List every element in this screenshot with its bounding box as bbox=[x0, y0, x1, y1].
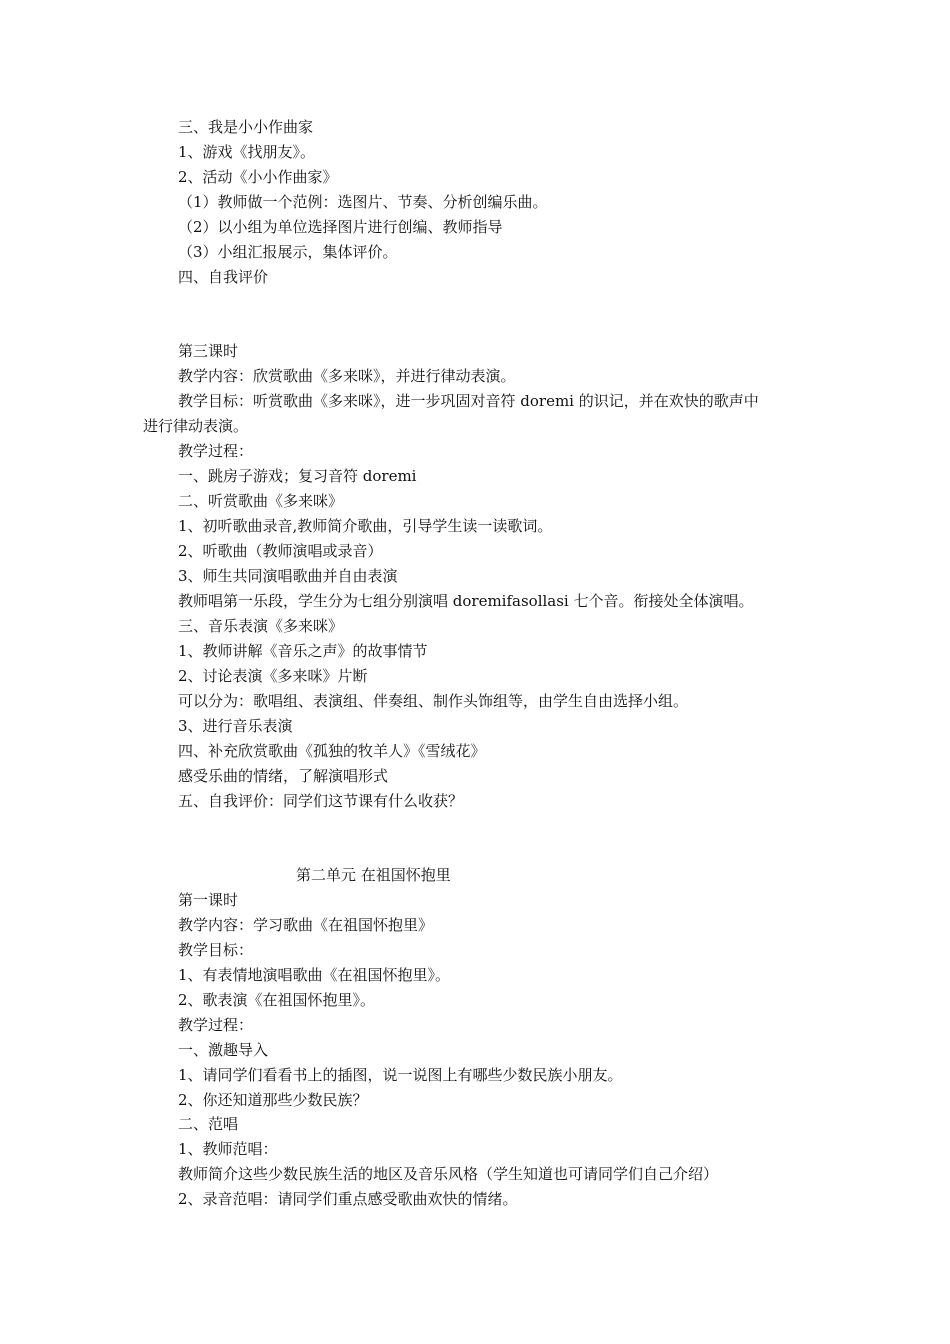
lesson-title: 第一课时 bbox=[178, 891, 239, 909]
section-heading: 三、音乐表演《多来咪》 bbox=[178, 617, 344, 635]
text-line: 1、请同学们看看书上的插图，说一说图上有哪些少数民族小朋友。 bbox=[178, 1066, 623, 1084]
section-heading: 一、激趣导入 bbox=[178, 1041, 269, 1059]
text-line: 教学内容：学习歌曲《在祖国怀抱里》 bbox=[178, 916, 434, 934]
text-line: 2、讨论表演《多来咪》片断 bbox=[178, 667, 368, 685]
text-line: 教学内容：欣赏歌曲《多来咪》，并进行律动表演。 bbox=[178, 367, 516, 385]
section-heading: 四、补充欣赏歌曲《孤独的牧羊人》《雪绒花》 bbox=[178, 742, 486, 760]
text-line: （2）以小组为单位选择图片进行创编、教师指导 bbox=[178, 218, 503, 236]
text-line: 1、教师范唱： bbox=[178, 1140, 278, 1158]
section-heading: 一、跳房子游戏；复习音符 doremi bbox=[178, 467, 417, 485]
text-line: 可以分为：歌唱组、表演组、伴奏组、制作头饰组等，由学生自由选择小组。 bbox=[178, 692, 689, 710]
text-line: 1、有表情地演唱歌曲《在祖国怀抱里》。 bbox=[178, 966, 451, 984]
unit-title: 第二单元 在祖国怀抱里 bbox=[296, 866, 451, 884]
text-line: 教学过程： bbox=[178, 442, 254, 460]
text-line: 教师唱第一乐段，学生分为七组分别演唱 doremifasollasi 七个音。衔接处全体演唱。 bbox=[178, 592, 754, 610]
text-line: 教学目标： bbox=[178, 941, 254, 959]
text-line: 2、活动《小小作曲家》 bbox=[178, 168, 338, 186]
text-line: 1、初听歌曲录音,教师简介歌曲，引导学生读一读歌词。 bbox=[178, 517, 553, 535]
text-line: 感受乐曲的情绪，了解演唱形式 bbox=[178, 767, 389, 785]
text-line: 教学过程： bbox=[178, 1016, 254, 1034]
text-line: 3、师生共同演唱歌曲并自由表演 bbox=[178, 567, 398, 585]
text-line: （1）教师做一个范例：选图片、节奏、分析创编乐曲。 bbox=[178, 193, 548, 211]
section-heading: 四、自我评价 bbox=[178, 268, 269, 286]
text-line: 2、你还知道那些少数民族？ bbox=[178, 1091, 368, 1109]
text-line: 2、歌表演《在祖国怀抱里》。 bbox=[178, 991, 376, 1009]
section-heading: 二、范唱 bbox=[178, 1115, 239, 1133]
section-heading: 五、自我评价：同学们这节课有什么收获？ bbox=[178, 792, 464, 810]
text-line: 教师简介这些少数民族生活的地区及音乐风格（学生知道也可请同学们自己介绍） bbox=[178, 1165, 719, 1183]
text-line: 3、进行音乐表演 bbox=[178, 717, 293, 735]
text-line: 1、教师讲解《音乐之声》的故事情节 bbox=[178, 642, 428, 660]
text-line: 2、录音范唱：请同学们重点感受歌曲欢快的情绪。 bbox=[178, 1190, 518, 1208]
text-line: 2、听歌曲（教师演唱或录音） bbox=[178, 542, 383, 560]
section-heading: 二、听赏歌曲《多来咪》 bbox=[178, 492, 344, 510]
lesson-title: 第三课时 bbox=[178, 342, 239, 360]
section-heading: 三、我是小小作曲家 bbox=[178, 118, 314, 136]
text-line: 教学目标：听赏歌曲《多来咪》，进一步巩固对音符 doremi 的识记，并在欢快的歌声中 bbox=[178, 392, 759, 410]
text-line: 1、游戏《找朋友》。 bbox=[178, 143, 316, 161]
text-line: （3）小组汇报展示，集体评价。 bbox=[178, 243, 398, 261]
text-line-wrap: 进行律动表演。 bbox=[143, 417, 249, 435]
